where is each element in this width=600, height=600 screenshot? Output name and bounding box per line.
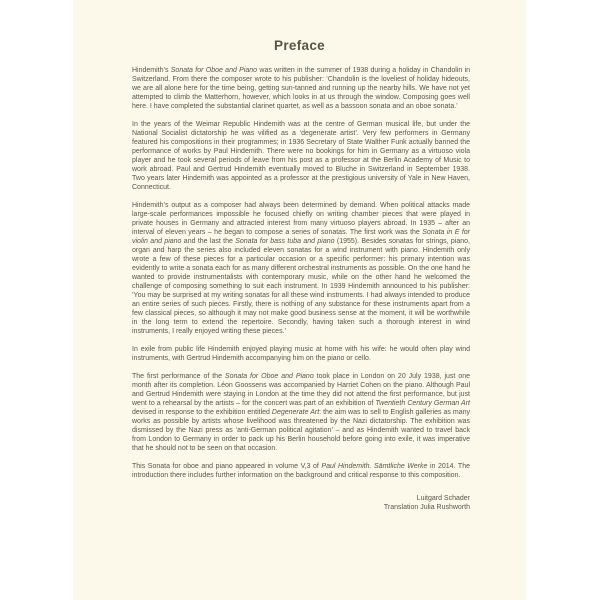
paragraph-exile-music-at-home: In exile from public life Hindemith enjoyed playing music at home with his wife: he would often play wind instruments, with Gertrud Hindemith accompanying him on the piano or cello. bbox=[132, 346, 470, 362]
paragraph-sonata-series: Hindemith’s output as a composer had always been determined by demand. When political attacks made large-scale performances impossible he focused chiefly on writing chamber pieces that were played in private houses in Germany and attracted interest from many virtuoso players abroad. In 1935 – after an interval of eleven years – he began to compose a series of sonatas. The first work was the Sonata in E for violin and piano and the last the Sonata for bass tuba and piano (1955). Besides sonatas for strings, piano, organ and harp the series also included eleven sonatas for a wind instrument with piano. Hindemith only wrote a few of these pieces for a particular occasion or a specific performer: his primary intention was evidently to write a sonata each for as many different orchestral instruments as possible. On the one hand he wanted to provide instrumentalists with contemporary music, while on the other hand he welcomed the challenge of composing something to suit each instrument. In 1939 Hindemith announced to his publisher: ‘You may be surprised at my writing sonatas for all these wind instruments. I had always intended to produce an entire series of such pieces. Firstly, there is nothing of any substance for these instruments apart from a few classical pieces, so although it may not make good business sense at the moment, it will be worthwhile in the long term to extend the repertoire. Secondly, having taken such a thorough interest in wind instruments, I really enjoyed writing these pieces.’ bbox=[132, 202, 471, 335]
paragraph-saemtliche-werke: This Sonata for oboe and piano appeared in volume V,3 of Paul Hindemith. Sämtliche Werke in 2014. The introduction there includes further information on the background and critical response to this composition. bbox=[132, 463, 470, 479]
document-body bbox=[132, 66, 470, 512]
signature-block bbox=[132, 494, 470, 512]
paragraph-weimar-republic: In the years of the Weimar Republic Hindemith was at the centre of German musical life, but under the National Socialist dictatorship he was vilified as a ‘degenerate artist’. Very few performers in Germany featured his compositions in their programmes; in 1936 Secretary of State Walther Funk actually banned the performance of works by Paul Hindemith. There were no bookings for him in Germany as a virtuoso viola player and he took several periods of leave from his post as a professor at the Berlin Academy of Music to work abroad. Paul and Gertrud Hindemith eventually moved to Bluche in Switzerland in September 1938. Two years later Hindemith was appointed as a professor at the prestigious university of Yale in New Haven, Connecticut. bbox=[132, 121, 470, 191]
page-title: Preface bbox=[274, 38, 325, 53]
document-page bbox=[73, 0, 526, 600]
paragraph-chandolin-holiday: Hindemith’s Sonata for Oboe and Piano was written in the summer of 1938 during a holiday in Chandolin in Switzerland. From there the composer wrote to his publisher: ‘Chandolin is the loveliest of holiday hideouts, we are all alone here for the time being, getting sun-tanned and running up the nearby hills. We have not yet attempted to climb the Matterhorn, however, which looks in at us through the window. Composing goes well here. I have completed the substantial clarinet quartet, as well as a bassoon sonata and an oboe sonata.’ bbox=[132, 67, 471, 110]
signature-author: Luitgard Schader bbox=[416, 495, 470, 502]
paragraph-first-performance: The first performance of the Sonata for Oboe and Piano took place in London on 20 July 1938, just one month after its completion. Léon Goossens was accompanied by Harriet Cohen on the piano. Although Paul and Gertrud Hindemith were staying in London at the time they did not attend the first performance, but just went to a rehearsal by the artists – for the concert was part of an exhibition of Twentieth Century German Art devised in response to the exhibition entitled Degenerate Art: the aim was to sell to English galleries as many works as possible by artists whose livelihood was threatened by the Nazi dictatorship. The exhibition was dismissed by the Nazi press as ‘anti-German political agitation’ – and as Hindemith wanted to travel back from London to Germany in order to pack up his Berlin household before going into exile, it was imperative that he should not to be seen on that occasion. bbox=[132, 373, 471, 452]
signature-translator: Translation Julia Rushworth bbox=[383, 504, 470, 511]
